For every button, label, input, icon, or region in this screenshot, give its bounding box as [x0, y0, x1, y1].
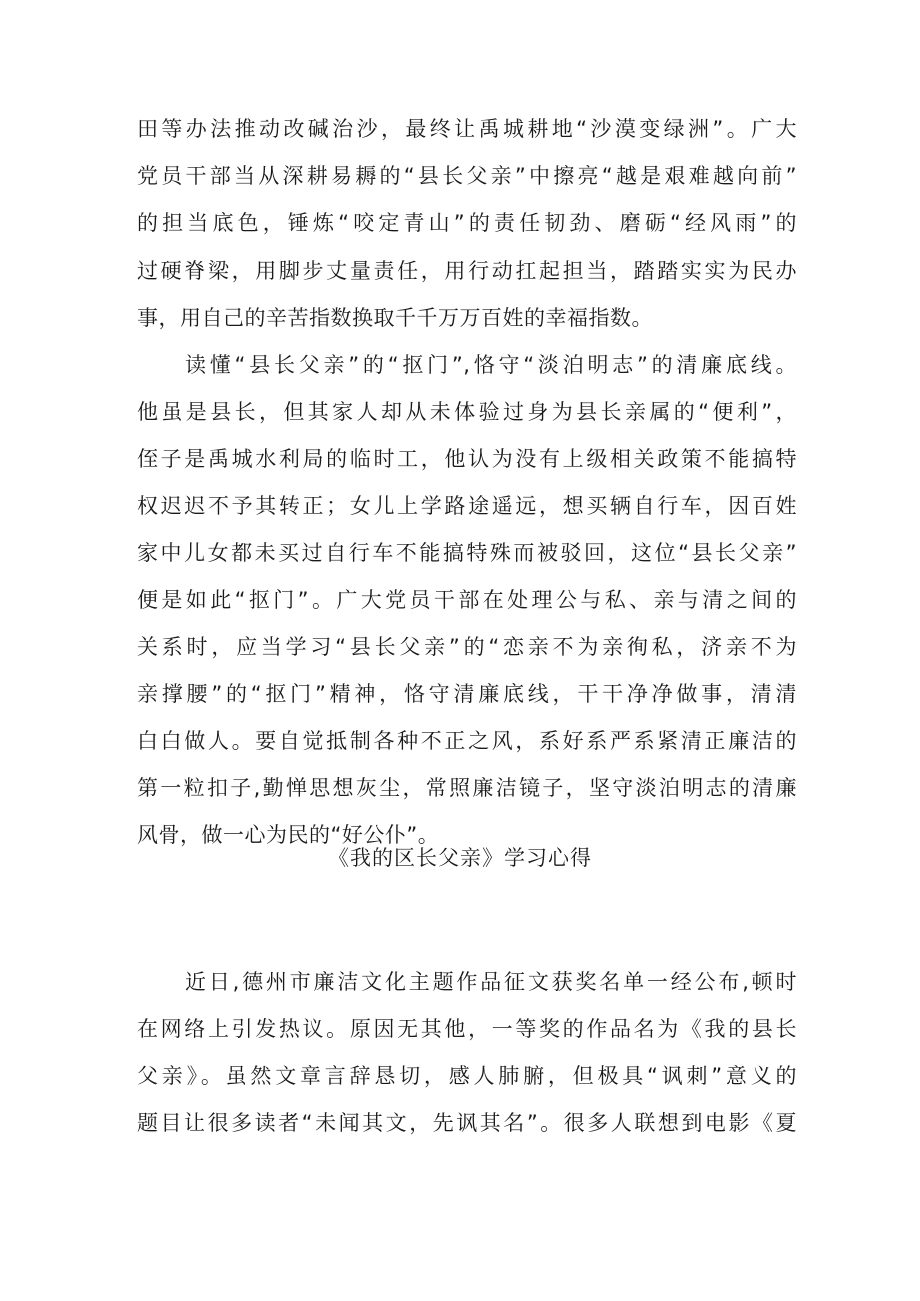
paragraph-3-line-3: 父亲》。虽然文章言辞恳切，感人肺腑，但极具“讽刺”意义的 — [137, 1064, 797, 1088]
paragraph-2-line-8: 亲撑腰”的“抠门”精神，恪守清廉底线，干干净净做事，清清 — [137, 682, 797, 706]
paragraph-2-line-11: 风骨，做一心为民的“好公仆”。 — [137, 823, 440, 847]
paragraph-2-line-1: 读懂“县长父亲”的“抠门”,恪守“淡泊明志”的清廉底线。 — [185, 353, 797, 377]
paragraph-3-line-2: 在网络上引发热议。原因无其他，一等奖的作品名为《我的县长 — [137, 1017, 797, 1041]
paragraph-1-line-1: 田等办法推动改碱治沙，最终让禹城耕地“沙漠变绿洲”。广大 — [137, 117, 797, 141]
paragraph-2-line-9: 白白做人。要自觉抵制各种不正之风，系好系严系紧清正廉洁的 — [137, 729, 797, 753]
paragraph-2-line-3: 侄子是禹城水利局的临时工，他认为没有上级相关政策不能搞特 — [137, 447, 797, 471]
paragraph-1-line-4: 过硬脊梁，用脚步丈量责任，用行动扛起担当，踏踏实实为民办 — [137, 259, 797, 283]
paragraph-3-line-4: 题目让很多读者“未闻其文，先讽其名”。很多人联想到电影《夏 — [137, 1111, 797, 1135]
paragraph-1-line-5: 事，用自己的辛苦指数换取千千万万百姓的幸福指数。 — [137, 306, 653, 330]
paragraph-1-line-2: 党员干部当从深耕易耨的“县长父亲”中擦亮“越是艰难越向前” — [137, 164, 797, 188]
paragraph-2-line-4: 权迟迟不予其转正；女儿上学路途遥远，想买辆自行车，因百姓 — [137, 494, 797, 518]
paragraph-2-line-10: 第一粒扣子,勤惮思想灰尘，常照廉洁镜子，坚守淡泊明志的清廉 — [137, 776, 797, 800]
paragraph-2-line-7: 关系时，应当学习“县长父亲”的“恋亲不为亲徇私，济亲不为 — [137, 635, 797, 659]
paragraph-1-line-3: 的担当底色，锤炼“咬定青山”的责任韧劲、磨砺“经风雨”的 — [137, 211, 797, 235]
paragraph-2-line-5: 家中儿女都未买过自行车不能搞特殊而被驳回，这位“县长父亲” — [137, 541, 797, 565]
paragraph-3-line-1: 近日,德州市廉洁文化主题作品征文获奖名单一经公布,顿时 — [185, 970, 797, 994]
paragraph-2-line-2: 他虽是县长，但其家人却从未体验过身为县长亲属的“便利”， — [137, 400, 797, 424]
paragraph-2-line-6: 便是如此“抠门”。广大党员干部在处理公与私、亲与清之间的 — [137, 588, 797, 612]
section-heading: 《我的区长父亲》学习心得 — [328, 846, 592, 870]
